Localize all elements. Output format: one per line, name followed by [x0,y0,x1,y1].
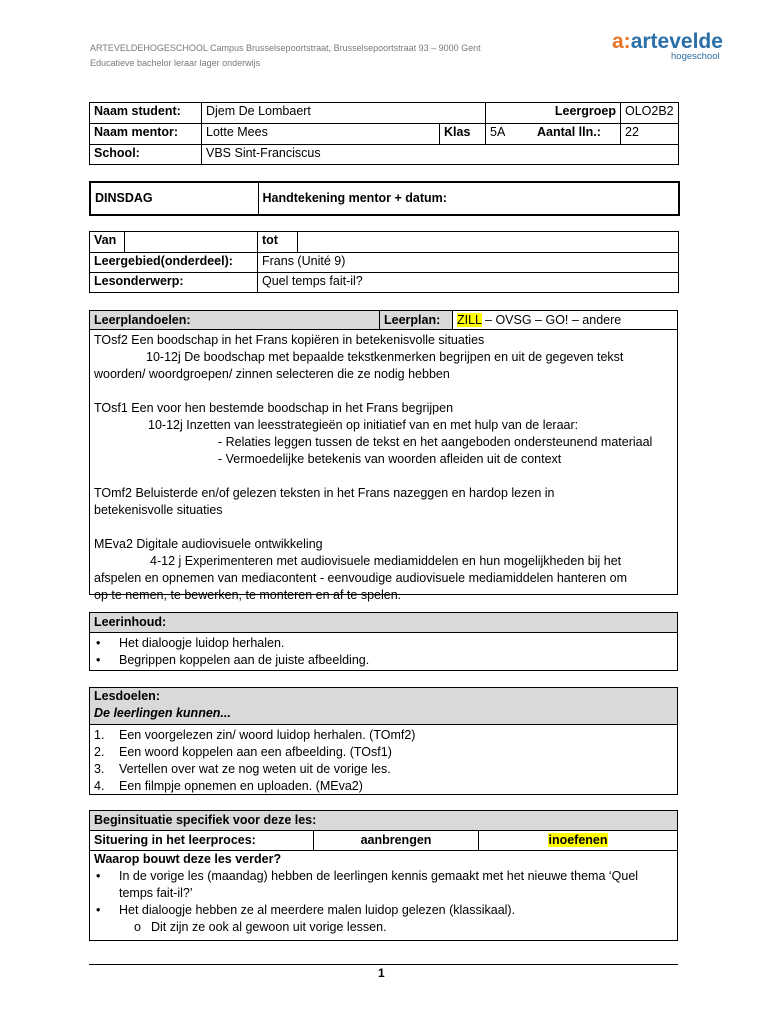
option-aanbrengen: aanbrengen [314,831,479,850]
header-line-2: Educatieve bachelor leraar lager onderwijs [90,58,261,68]
leerplandoelen-body [90,330,677,606]
doel-line: 10-12j De boodschap met bepaalde tekstkenmerken begrijpen en uit de gegeven tekst [146,350,624,364]
tot-label: tot [258,232,298,253]
list-item: • Begrippen koppelen aan de juiste afbeelding. [94,652,673,669]
beginsituatie-body [90,851,677,938]
student-info-table [89,102,679,165]
doel-line: - Vermoedelijke betekenis van woorden afleiden uit de context [218,452,562,466]
doel-line: 10-12j Inzetten van leesstrategieën op initiatief van en met hulp van de leraar: [148,418,579,432]
leerplandoelen-section [89,310,678,602]
day-label: DINSDAG [90,182,258,215]
signature-label: Handtekening mentor + datum: [258,182,679,215]
list-item: 3. Vertellen over wat ze nog weten uit de vorige les. [94,762,391,776]
klas-cell [486,124,621,145]
lesdoelen-label: Lesdoelen: [94,689,160,703]
student-value: Djem De Lombaert [202,103,486,124]
doel-line: betekenisvolle situaties [94,503,223,517]
lesdoelen-header [90,688,677,725]
leerinhoud-label: Leerinhoud: [90,613,677,633]
doel-line: woorden/ woordgroepen/ zinnen selecteren die ze nodig hebben [94,367,450,381]
page-number: 1 [378,966,385,980]
day-table [89,181,680,216]
lesdoelen-sublabel: De leerlingen kunnen... [94,706,231,720]
lln-label: Aantal lln.: [537,125,601,139]
onderwerp-value: Quel temps fait-il? [258,273,679,293]
doel-line: TOsf1 Een voor hen bestemde boodschap in het Frans begrijpen [94,401,454,415]
waarop-label: Waarop bouwt deze les verder? [94,852,282,866]
doel-line: TOsf2 Een boodschap in het Frans kopiëren in betekenisvolle situaties [94,333,485,347]
sub-list-item: o Dit zijn ze ook al gewoon uit vorige lessen. [94,919,673,936]
situering-label: Situering in het leerproces: [90,831,314,850]
lesdoelen-section [89,687,678,795]
logo-wordmark: a:artevelde [612,30,723,53]
tot-value[interactable] [298,232,679,253]
mentor-label: Naam mentor: [90,124,202,145]
leerplan-label: Leerplan: [380,311,453,329]
klas-value: 5A [490,125,506,139]
footer-divider [89,964,678,965]
doel-line: op te nemen, te bewerken, te monteren en af te spelen. [94,588,402,602]
leergroep-value: OLO2B2 [621,103,679,124]
beginsituatie-section [89,810,678,941]
onderwerp-label: Lesonderwerp: [90,273,258,293]
list-item: • In de vorige les (maandag) hebben de leerlingen kennis gemaakt met het nieuwe thema ‘Quel temps fait-il?’ [94,868,673,902]
logo-subtitle: hogeschool [671,51,720,62]
doel-line: afspelen en opnemen van mediacontent - eenvoudige audiovisuele mediamiddelen hanteren om [94,571,628,585]
leerplandoelen-header [90,311,677,330]
lesson-table [89,231,679,293]
leerinhoud-body [90,633,677,671]
leerplan-options: ZILL – OVSG – GO! – andere [457,313,622,327]
leerplan-zill: ZILL [457,313,482,327]
list-item: 4. Een filmpje opnemen en uploaden. (MEva2) [94,779,363,793]
list-item: • Het dialoogje hebben ze al meerdere malen luidop gelezen (klassikaal). [94,902,673,919]
situering-row [90,831,677,851]
lln-value: 22 [621,124,679,145]
beginsituatie-label: Beginsituatie specifiek voor deze les: [90,811,677,831]
list-item: 2. Een woord koppelen aan een afbeelding. (TOsf1) [94,745,392,759]
leergebied-label: Leergebied(onderdeel): [90,253,258,273]
document-header [90,41,481,71]
klas-label: Klas [440,124,486,145]
leerplandoelen-label: Leerplandoelen: [90,311,380,329]
lesdoelen-body [90,725,677,797]
doel-line: - Relaties leggen tussen de tekst en het aangeboden ondersteunend materiaal [218,435,653,449]
van-value[interactable] [125,232,258,253]
doel-line: TOmf2 Beluisterde en/of gelezen teksten in het Frans nazeggen en hardop lezen in [94,486,555,500]
student-label: Naam student: [90,103,202,124]
leergroep-label: Leergroep [486,103,621,124]
header-line-1: ARTEVELDEHOGESCHOOL Campus Brusselsepoortstraat, Brusselsepoortstraat 93 – 9000 Gent [90,43,481,53]
doel-line: 4-12 j Experimenteren met audiovisuele mediamiddelen en hun mogelijkheden bij het [150,554,622,568]
list-item: • Het dialoogje luidop herhalen. [94,635,673,652]
leergebied-value: Frans (Unité 9) [258,253,679,273]
list-item: 1. Een voorgelezen zin/ woord luidop herhalen. (TOmf2) [94,728,416,742]
school-label: School: [90,145,202,165]
leerinhoud-section [89,612,678,671]
mentor-value: Lotte Mees [202,124,440,145]
van-label: Van [90,232,125,253]
artevelde-logo [612,30,752,64]
doel-line: MEva2 Digitale audiovisuele ontwikkeling [94,537,323,551]
option-inoefenen: inoefenen [548,833,608,847]
school-value: VBS Sint-Franciscus [202,145,679,165]
